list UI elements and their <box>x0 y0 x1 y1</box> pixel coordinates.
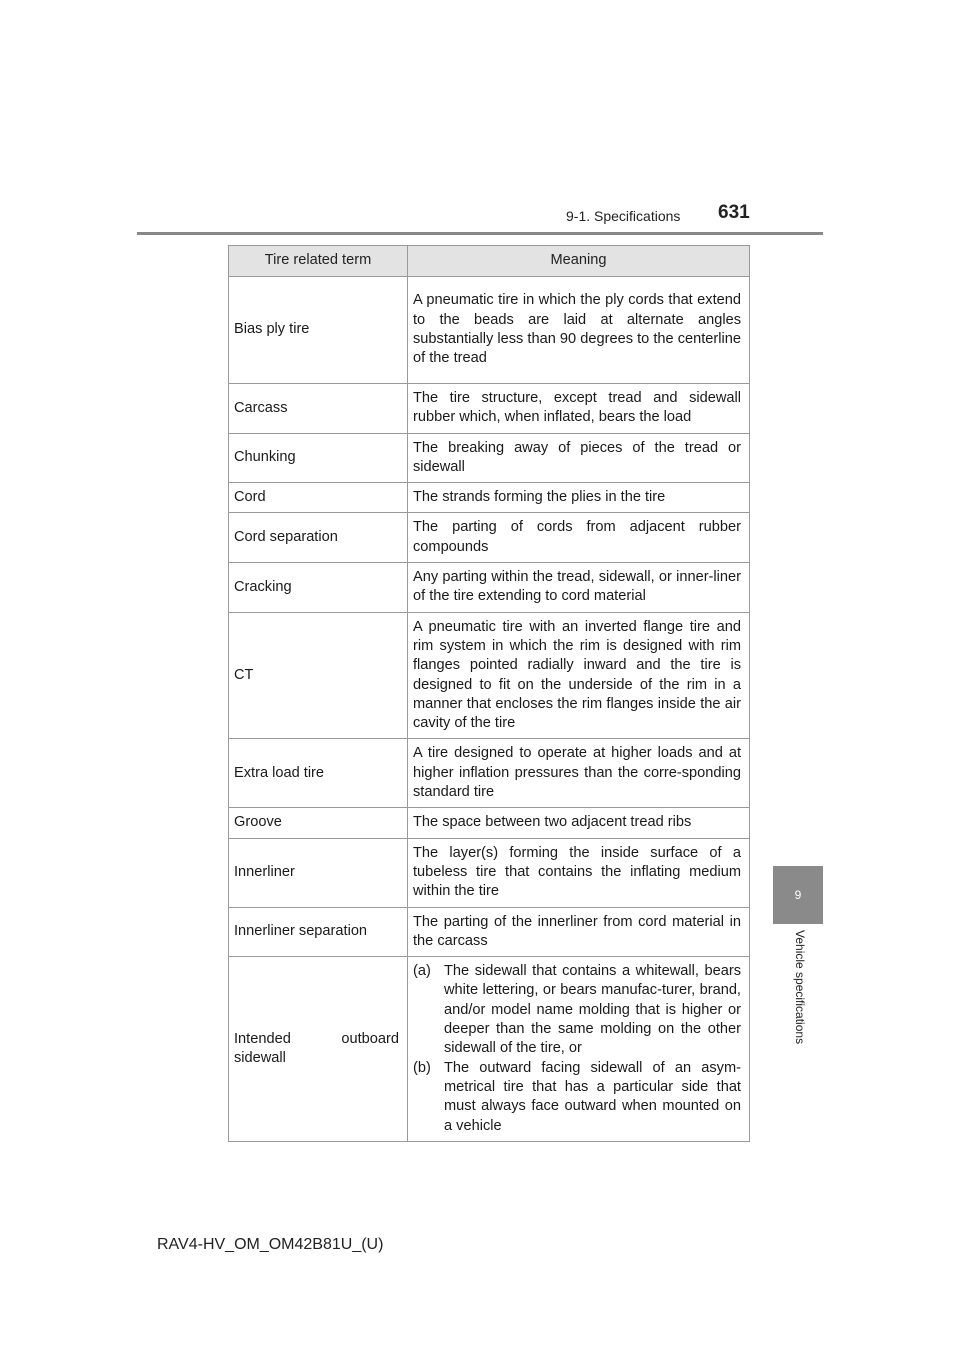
tire-terms-table <box>228 245 750 1142</box>
list-marker: (a) <box>413 963 431 980</box>
term-cell: Innerliner <box>229 838 408 907</box>
table-row <box>229 907 750 957</box>
table-row <box>229 957 750 1142</box>
chapter-tab[interactable] <box>773 866 823 924</box>
list-marker: (b) <box>413 1059 431 1076</box>
page-number: 631 <box>718 202 750 223</box>
meaning-cell: The strands forming the plies in the tire <box>408 483 750 513</box>
list-item-text: The outward facing sidewall of an asym-metrical tire that has a particular side that must always face outward when mounted on a vehicle <box>444 1059 741 1134</box>
term-cell: Innerliner separation <box>229 907 408 957</box>
table-row <box>229 808 750 838</box>
header-divider <box>137 232 823 235</box>
meaning-cell: A pneumatic tire in which the ply cords that extend to the beads are laid at alternate angles substantially less than 90 degrees to the centerline of the tread <box>408 277 750 384</box>
term-cell: Cord separation <box>229 513 408 563</box>
document-code: RAV4-HV_OM_OM42B81U_(U) <box>157 1236 384 1253</box>
term-cell: Extra load tire <box>229 739 408 808</box>
table-row <box>229 838 750 907</box>
table-header-row <box>229 246 750 277</box>
term-cell: Intended outboard sidewall <box>229 957 408 1142</box>
term-cell: Cord <box>229 483 408 513</box>
chapter-label: Vehicle specifications <box>793 930 807 1045</box>
meaning-cell: The parting of the innerliner from cord material in the carcass <box>408 907 750 957</box>
table-row <box>229 433 750 483</box>
column-header-term: Tire related term <box>229 246 408 277</box>
term-cell: Chunking <box>229 433 408 483</box>
table-row <box>229 483 750 513</box>
column-header-meaning: Meaning <box>408 246 750 277</box>
list-item <box>413 962 741 1058</box>
meaning-cell: Any parting within the tread, sidewall, or inner-liner of the tire extending to cord material <box>408 563 750 613</box>
table-row <box>229 563 750 613</box>
table-row <box>229 612 750 739</box>
section-title: 9-1. Specifications <box>566 208 681 224</box>
meaning-cell: The breaking away of pieces of the tread or sidewall <box>408 433 750 483</box>
term-cell: Carcass <box>229 384 408 434</box>
term-cell: Cracking <box>229 563 408 613</box>
chapter-number: 9 <box>794 888 802 902</box>
meaning-cell: The layer(s) forming the inside surface of a tubeless tire that contains the inflating medium within the tire <box>408 838 750 907</box>
term-cell: Groove <box>229 808 408 838</box>
table-row <box>229 384 750 434</box>
meaning-cell <box>408 957 750 1142</box>
list-item <box>413 1059 741 1136</box>
meaning-cell: The parting of cords from adjacent rubber compounds <box>408 513 750 563</box>
table-row <box>229 739 750 808</box>
table-row <box>229 277 750 384</box>
meaning-cell: A pneumatic tire with an inverted flange tire and rim system in which the rim is designed with rim flanges pointed radially inward and the tire is designed to fit on the underside of the rim in a manner that encloses the rim flanges inside the air cavity of the tire <box>408 612 750 739</box>
table-row <box>229 513 750 563</box>
term-cell: Bias ply tire <box>229 277 408 384</box>
meaning-cell: A tire designed to operate at higher loads and at higher inflation pressures than the corre-sponding standard tire <box>408 739 750 808</box>
term-cell: CT <box>229 612 408 739</box>
list-item-text: The sidewall that contains a whitewall, bears white lettering, or bears manufac-turer, brand, and/or model name molding that is higher or deeper than the same molding on the other sidewall of the tire, or <box>444 963 741 1057</box>
meaning-cell: The tire structure, except tread and sidewall rubber which, when inflated, bears the load <box>408 384 750 434</box>
meaning-cell: The space between two adjacent tread ribs <box>408 808 750 838</box>
